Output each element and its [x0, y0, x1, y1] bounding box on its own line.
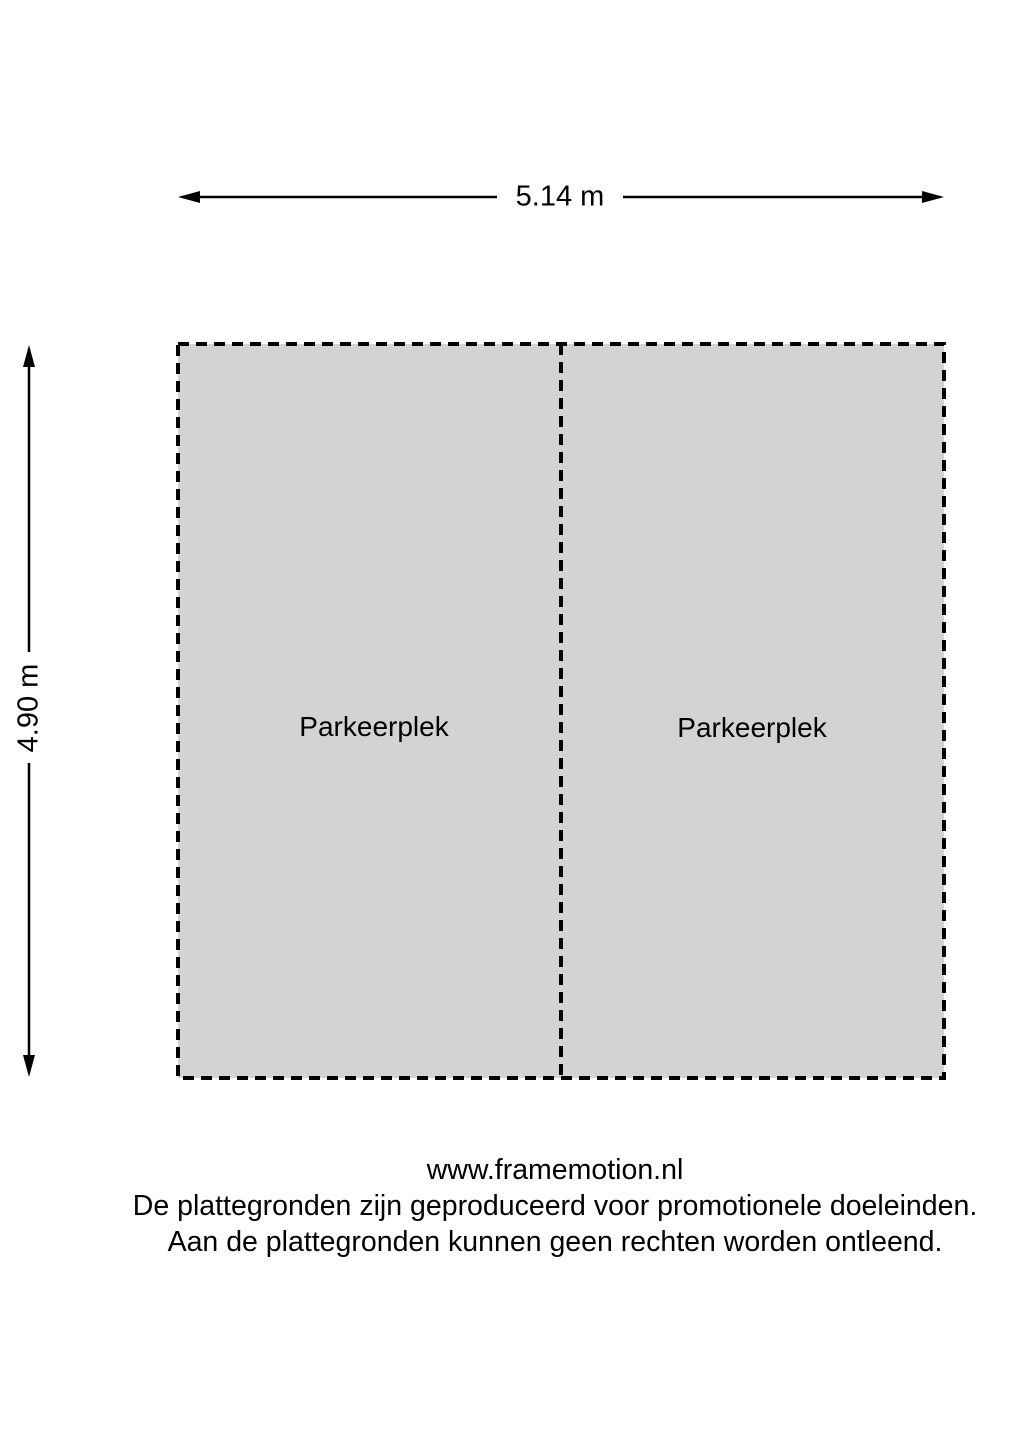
- arrowhead-up-icon: [23, 345, 35, 367]
- room-label-parkeerplek-left: Parkeerplek: [299, 711, 449, 742]
- arrowhead-right-icon: [922, 191, 944, 203]
- arrowhead-left-icon: [178, 191, 200, 203]
- footer-disclaimer-line-1: De plattegronden zijn geproduceerd voor promotionele doeleinden.: [132, 1190, 978, 1222]
- footer: [133, 1152, 978, 1260]
- arrowhead-down-icon: [23, 1055, 35, 1077]
- footer-website: www.framemotion.nl: [426, 1154, 684, 1186]
- parking-area: [178, 344, 944, 1078]
- room-label-parkeerplek-right: Parkeerplek: [677, 712, 827, 743]
- height-dimension-label: 4.90 m: [12, 663, 45, 753]
- footer-disclaimer-line-2: Aan de plattegronden kunnen geen rechten worden ontleend.: [167, 1226, 943, 1258]
- width-dimension-label: 5.14 m: [515, 180, 605, 213]
